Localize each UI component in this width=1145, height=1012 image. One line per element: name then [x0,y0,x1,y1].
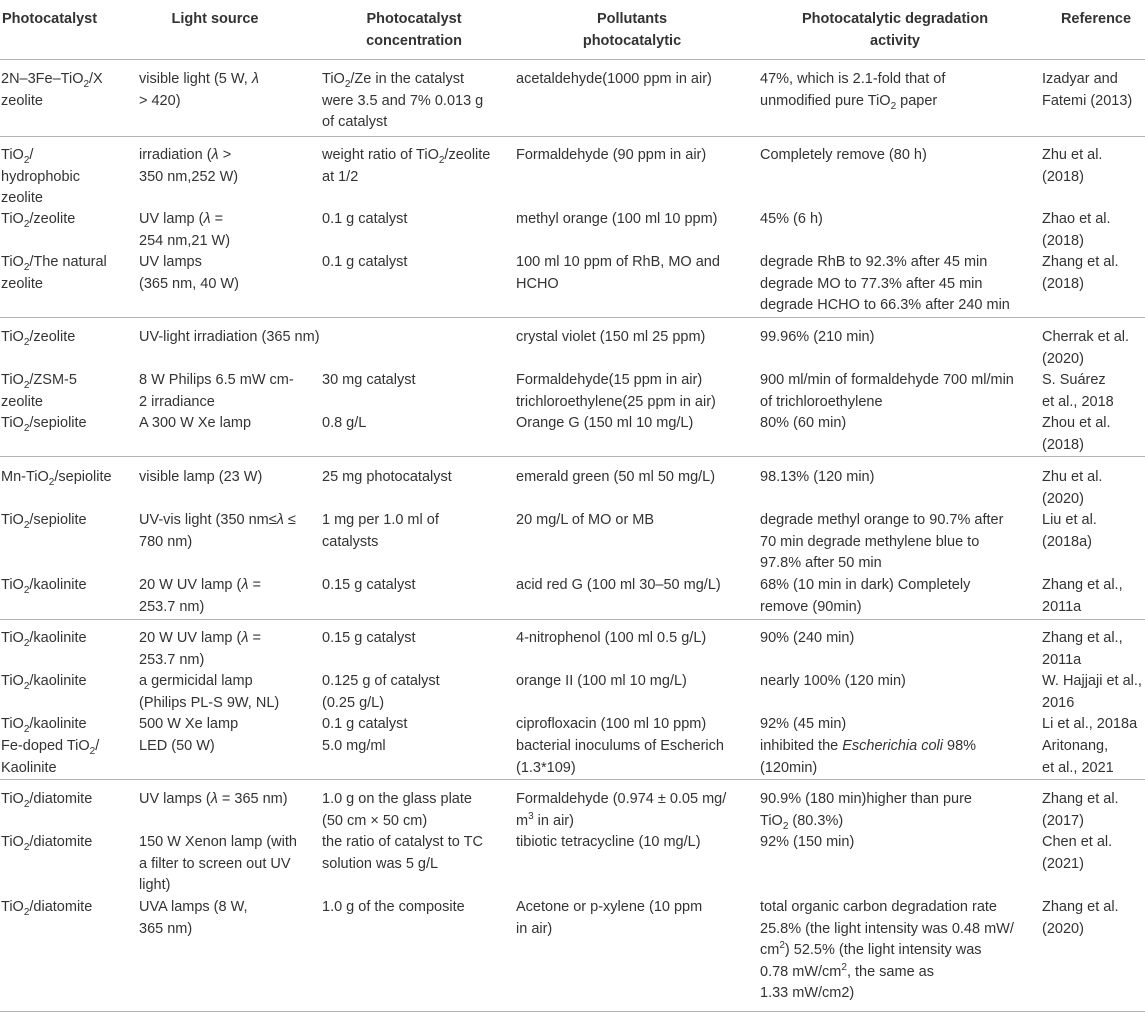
reference-cell: Zhang et al., 2011a [1042,577,1123,615]
pollutant-cell: methyl orange (100 ml 10 ppm) [516,211,718,227]
photocatalyst-cell: TiO$_2$/sepiolite [1,512,87,531]
activity-cell: nearly 100% (120 min) [760,673,906,689]
activity-cell: 99.96% (210 min) [760,329,875,345]
header-photocatalyst: Photocatalyst [2,11,98,27]
reference-cell: Zhu et al. (2018) [1042,147,1103,185]
table-row [0,510,1145,575]
header-concentration: Photocatalyst concentration [366,11,462,49]
photocatalyst-cell: TiO$_2$/zeolite [1,211,76,230]
activity-cell: degrade methyl orange to 90.7% after 70 min degrade methylene blue to 97.8% after 50 min [760,512,1004,571]
concentration-cell: 1 mg per 1.0 ml of catalysts [322,512,439,550]
pollutant-cell: Formaldehyde(15 ppm in air) trichloroethylene(25 ppm in air) [516,372,716,410]
pollutant-cell: orange II (100 ml 10 mg/L) [516,673,687,689]
table-row [0,252,1145,318]
light-source-cell: a germicidal lamp (Philips PL-S 9W, NL) [139,673,280,711]
concentration-cell: 0.1 g catalyst [322,211,408,227]
reference-cell: Zhang et al. (2017) [1042,791,1119,829]
photocatalyst-cell: TiO$_2$/diatomite [1,791,93,810]
light-source-cell: UV lamps (λ = 365 nm) [139,791,288,807]
reference-cell: W. Hajjaji et al., 2016 [1042,673,1142,711]
table-row [0,714,1145,736]
light-source-cell: 150 W Xenon lamp (with a filter to screen out UV light) [139,834,297,893]
reference-cell: Aritonang, et al., 2021 [1042,738,1114,776]
concentration-cell: 5.0 mg/ml [322,738,386,754]
table-row [0,575,1145,620]
reference-cell: Chen et al. (2021) [1042,834,1113,872]
pollutant-cell: Orange G (150 ml 10 mg/L) [516,415,694,431]
light-source-cell: UVA lamps (8 W, 365 nm) [139,899,248,937]
activity-cell: 900 ml/min of formaldehyde 700 ml/min of trichloroethylene [760,372,1014,410]
reference-cell: Liu et al. (2018a) [1042,512,1097,550]
concentration-cell: 30 mg catalyst [322,372,416,388]
pollutant-cell: 4-nitrophenol (100 ml 0.5 g/L) [516,630,707,646]
table-row [0,467,1145,510]
photocatalyst-cell: TiO$_2$/kaolinite [1,716,87,735]
reference-cell: Zhang et al., 2011a [1042,630,1123,668]
photocatalyst-cell: TiO$_2$/kaolinite [1,577,87,596]
activity-cell: 47%, which is 2.1-fold that of unmodified pure TiO$_2$ paper [760,71,946,112]
pollutant-cell: acid red G (100 ml 30–50 mg/L) [516,577,721,593]
activity-cell: 92% (45 min) [760,716,847,732]
photocatalyst-cell: TiO$_2$/The natural zeolite [1,254,107,292]
light-source-cell: 8 W Philips 6.5 mW cm- 2 irradiance [139,372,294,410]
pollutant-cell: Formaldehyde (0.974 ± 0.05 mg/ $m^3$ in air) [516,791,727,829]
light-source-cell: LED (50 W) [139,738,215,754]
concentration-cell: 0.15 g catalyst [322,577,416,593]
pollutant-cell: 100 ml 10 ppm of RhB, MO and HCHO [516,254,720,292]
photocatalyst-cell: Fe-doped TiO$_2$/ Kaolinite [1,738,100,776]
pollutant-cell: acetaldehyde(1000 ppm in air) [516,71,712,87]
concentration-cell: 1.0 g of the composite [322,899,465,915]
activity-cell: 45% (6 h) [760,211,823,227]
concentration-cell: 0.8 g/L [322,415,367,431]
activity-cell: 90.9% (180 min)higher than pure TiO$_2$ (80.3%) [760,791,972,832]
table-row [0,832,1145,897]
table-row [0,789,1145,832]
table-row [0,413,1145,457]
light-source-cell: UV lamps (365 nm, 40 W) [139,254,239,292]
light-source-cell: A 300 W Xe lamp [139,415,252,431]
header-light-source: Light source [171,11,259,27]
concentration-cell: 0.1 g catalyst [322,254,408,270]
activity-cell: total organic carbon degradation rate 25.8% (the light intensity was 0.48 mW/ $cm^2$) 52.5% (the light intensity was 0.78 $mW/cm^2$, the same as 1.33 mW/cm2) [760,899,1014,1001]
concentration-cell: TiO$_2$/Ze in the catalyst were 3.5 and 7% 0.013 g of catalyst [322,71,484,130]
activity-cell: 68% (10 min in dark) Completely remove (90min) [760,577,971,615]
photocatalyst-cell: TiO$_2$/ hydrophobic zeolite [1,147,80,206]
header-pollutants: Pollutants photocatalytic [582,11,682,49]
table-row [0,736,1145,780]
table-row [0,209,1145,252]
header-reference: Reference [1060,11,1132,27]
concentration-cell: the ratio of catalyst to TC solution was 5 g/L [322,834,483,872]
pollutant-cell: Acetone or p-xylene (10 ppm in air) [516,899,703,937]
activity-cell: 80% (60 min) [760,415,847,431]
pollutant-cell: tibiotic tetracycline (10 mg/L) [516,834,701,850]
light-source-cell: visible lamp (23 W) [139,469,263,485]
pollutant-cell: bacterial inoculums of Escherich (1.3*109) [516,738,724,776]
activity-cell: 98.13% (120 min) [760,469,875,485]
activity-cell: 92% (150 min) [760,834,855,850]
light-source-cell: UV-vis light (350 nm≤λ ≤ 780 nm) [139,512,296,550]
photocatalyst-cell: TiO$_2$/kaolinite [1,673,87,692]
light-source-cell: UV lamp (λ = 254 nm,21 W) [139,211,231,249]
light-source-cell: 500 W Xe lamp [139,716,239,732]
pollutant-cell: crystal violet (150 ml 25 ppm) [516,329,706,345]
concentration-cell: 0.15 g catalyst [322,630,416,646]
pollutant-cell: ciprofloxacin (100 ml 10 ppm) [516,716,707,732]
reference-cell: Zhang et al. (2020) [1042,899,1119,937]
header-activity: Photocatalytic degradation activity [801,11,989,49]
photocatalyst-cell: TiO$_2$/zeolite [1,329,76,348]
concentration-cell: 1.0 g on the glass plate (50 cm × 50 cm) [322,791,472,829]
reference-cell: Zhang et al. (2018) [1042,254,1119,292]
pollutant-cell: emerald green (50 ml 50 mg/L) [516,469,716,485]
reference-cell: S. Suárez et al., 2018 [1042,372,1114,410]
photocatalyst-cell: TiO$_2$/kaolinite [1,630,87,649]
table-row [0,327,1145,370]
concentration-cell: 25 mg photocatalyst [322,469,452,485]
activity-cell: 90% (240 min) [760,630,855,646]
reference-cell: Izadyar and Fatemi (2013) [1042,71,1133,109]
reference-cell: Zhu et al. (2020) [1042,469,1103,507]
light-source-cell: irradiation (λ > 350 nm,252 W) [139,147,239,185]
reference-cell: Cherrak et al. (2020) [1042,329,1130,367]
photocatalyst-cell: TiO$_2$/diatomite [1,899,93,918]
table-row [0,671,1145,714]
reference-cell: Zhou et al. (2018) [1042,415,1111,453]
table-row [0,897,1145,1012]
table-row [0,370,1145,413]
pollutant-cell: 20 mg/L of MO or MB [516,512,655,528]
pollutant-cell: Formaldehyde (90 ppm in air) [516,147,707,163]
photocatalyst-cell: TiO$_2$/sepiolite [1,415,87,434]
photocatalyst-cell: TiO$_2$/diatomite [1,834,93,853]
photocatalyst-cell: Mn-TiO$_2$/sepiolite [1,469,112,488]
light-source-cell: UV-light irradiation (365 nm) [139,329,320,345]
light-source-cell: 20 W UV lamp (λ = 253.7 nm) [139,630,261,668]
activity-cell: degrade RhB to 92.3% after 45 min degrade MO to 77.3% after 45 min degrade HCHO to 66.3% after 240 min [760,254,1010,313]
photocatalyst-cell: 2N–3Fe–TiO$_2$/X zeolite [1,71,103,109]
concentration-cell: 0.125 g of catalyst (0.25 g/L) [322,673,440,711]
activity-cell: Completely remove (80 h) [760,147,927,163]
activity-cell: inhibited the Escherichia coli 98% (120min) [760,738,977,776]
concentration-cell: weight ratio of TiO$_2$/zeolite at 1/2 [322,147,491,185]
photocatalyst-cell: TiO$_2$/ZSM-5 zeolite [1,372,77,410]
reference-cell: Zhao et al. (2018) [1042,211,1111,249]
table-row [0,69,1145,137]
reference-cell: Li et al., 2018a [1042,716,1138,732]
light-source-cell: 20 W UV lamp (λ = 253.7 nm) [139,577,261,615]
concentration-cell: 0.1 g catalyst [322,716,408,732]
table-row [0,628,1145,671]
light-source-cell: visible light (5 W, λ > 420) [139,71,259,109]
table-row [0,145,1145,209]
table-header [0,0,1145,60]
